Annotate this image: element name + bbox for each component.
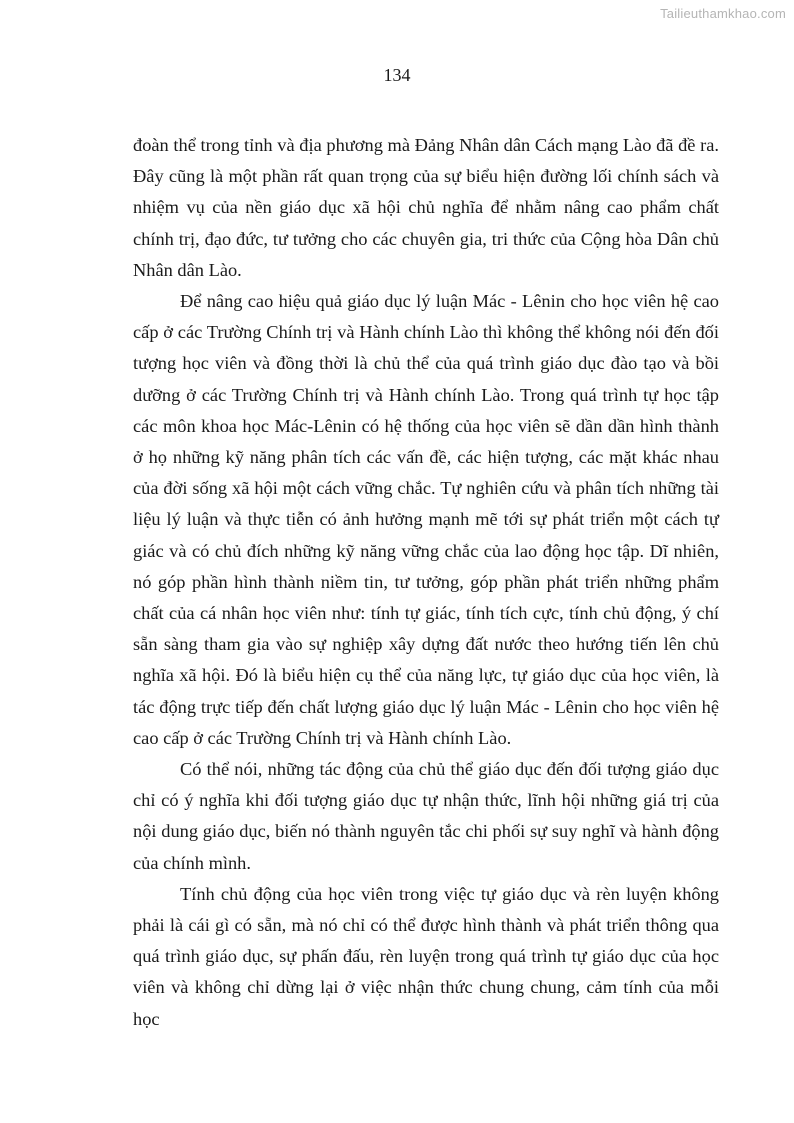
document-body: [133, 130, 719, 1035]
paragraph-2: Để nâng cao hiệu quả giáo dục lý luận Mác - Lênin cho học viên hệ cao cấp ở các Trường Chính trị và Hành chính Lào thì không thể không nói đến đối tượng học viên và đồng thời là chủ thể của quá trình giáo dục đào tạo và bồi dưỡng ở các Trường Chính trị và Hành chính Lào. Trong quá trình tự học tập các môn khoa học Mác-Lênin có hệ thống của học viên sẽ dần dần hình thành ở họ những kỹ năng phân tích các vấn đề, các hiện tượng, các mặt khác nhau của đời sống xã hội một cách vững chắc. Tự nghiên cứu và phân tích những tài liệu lý luận và thực tiễn có ảnh hưởng mạnh mẽ tới sự phát triển một cách tự giác và có chủ đích những kỹ năng vững chắc của lao động học tập. Dĩ nhiên, nó góp phần hình thành niềm tin, tư tưởng, góp phần phát triển những phẩm chất của cá nhân học viên như: tính tự giác, tính tích cực, tính chủ động, ý chí sẵn sàng tham gia vào sự nghiệp xây dựng đất nước theo hướng tiến lên chủ nghĩa xã hội. Đó là biểu hiện cụ thể của năng lực, tự giáo dục của học viên, là tác động trực tiếp đến chất lượng giáo dục lý luận Mác - Lênin cho học viên hệ cao cấp ở các Trường Chính trị và Hành chính Lào.: [133, 291, 719, 748]
paragraph-1: đoàn thể trong tỉnh và địa phương mà Đảng Nhân dân Cách mạng Lào đã đề ra. Đây cũng là một phần rất quan trọng của sự biểu hiện đường lối chính sách và nhiệm vụ của nền giáo dục xã hội chủ nghĩa để nhằm nâng cao phẩm chất chính trị, đạo đức, tư tưởng cho các chuyên gia, tri thức của Cộng hòa Dân chủ Nhân dân Lào.: [133, 135, 719, 280]
watermark: Tailieuthamkhao.com: [660, 6, 786, 21]
page-number: 134: [383, 65, 411, 85]
paragraph-3: Có thể nói, những tác động của chủ thể giáo dục đến đối tượng giáo dục chỉ có ý nghĩa khi đối tượng giáo dục tự nhận thức, lĩnh hội những giá trị của nội dung giáo dục, biến nó thành nguyên tắc chi phối sự suy nghĩ và hành động của chính mình.: [133, 759, 719, 873]
paragraph-4: Tính chủ động của học viên trong việc tự giáo dục và rèn luyện không phải là cái gì có sẵn, mà nó chỉ có thể được hình thành và phát triển thông qua quá trình giáo dục, sự phấn đấu, rèn luyện trong quá trình tự giáo dục của học viên và không chỉ dừng lại ở việc nhận thức chung chung, cảm tính của mỗi học: [133, 883, 719, 1029]
